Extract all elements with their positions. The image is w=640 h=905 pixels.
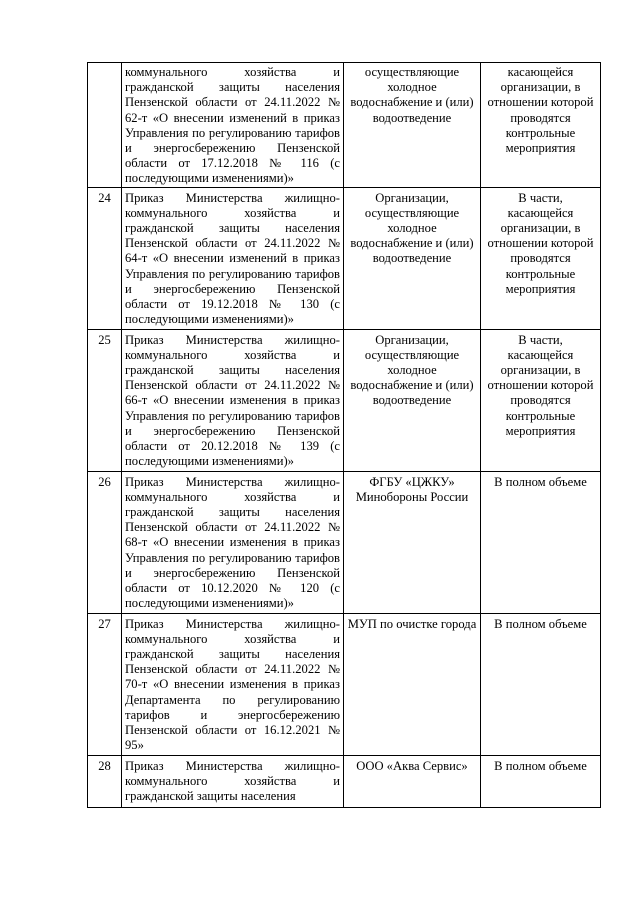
organization-cell: ООО «Аква Сервис» [344, 755, 481, 807]
scope-cell: В полном объеме [481, 613, 601, 755]
document-title: Приказ Министерства жилищно-коммунального хозяйства и гражданской защиты населения Пензенской области от 24.11.2022 № 70-т «О внесении изменения в приказ Департамента по регулированию тарифов и энергосбережению Пензенской области от 16.12.2021 № 95» [122, 613, 344, 755]
row-number [88, 63, 122, 188]
scope-cell: В части, касающейся организации, в отношении которой проводятся контрольные мероприятия [481, 329, 601, 471]
row-number: 25 [88, 329, 122, 471]
row-number: 26 [88, 471, 122, 613]
table-row [88, 329, 601, 471]
document-title: Приказ Министерства жилищно-коммунального хозяйства и гражданской защиты населения Пензенской области от 24.11.2022 № 66-т «О внесении изменения в приказ Управления по регулированию тарифов и энергосбережению Пензенской области от 20.12.2018 № 139 (с последующими изменениями)» [122, 329, 344, 471]
scope-cell: В полном объеме [481, 471, 601, 613]
document-title: Приказ Министерства жилищно-коммунального хозяйства и гражданской защиты населения Пензенской области от 24.11.2022 № 68-т «О внесении изменения в приказ Управления по регулированию тарифов и энергосбережению Пензенской области от 10.12.2020 № 120 (с последующими изменениями)» [122, 471, 344, 613]
organization-cell: МУП по очистке города [344, 613, 481, 755]
organization-cell: Организации, осуществляющие холодное водоснабжение и (или) водоотведение [344, 187, 481, 329]
scope-cell: В полном объеме [481, 755, 601, 807]
document-title: Приказ Министерства жилищно-коммунального хозяйства и гражданской защиты населения Пензенской области от 24.11.2022 № 64-т «О внесении изменений в приказ Управления по регулированию тарифов и энергосбережению Пензенской области от 19.12.2018 № 130 (с последующими изменениями)» [122, 187, 344, 329]
regulations-table [87, 62, 601, 808]
document-title [122, 755, 344, 807]
organization-cell: осуществляющие холодное водоснабжение и (или) водоотведение [344, 63, 481, 188]
table-row [88, 755, 601, 807]
row-number: 28 [88, 755, 122, 807]
document-title-text: Приказ Министерства жилищно-коммунального хозяйства и гражданской защиты населения [125, 758, 340, 804]
table-row [88, 471, 601, 613]
row-number: 27 [88, 613, 122, 755]
table-row [88, 613, 601, 755]
table-row [88, 187, 601, 329]
row-number: 24 [88, 187, 122, 329]
scope-cell: касающейся организации, в отношении которой проводятся контрольные мероприятия [481, 63, 601, 188]
table-row [88, 63, 601, 188]
document-title: коммунального хозяйства и гражданской защиты населения Пензенской области от 24.11.2022 № 62-т «О внесении изменений в приказ Управления по регулированию тарифов и энергосбережению Пензенской области от 17.12.2018 № 116 (с последующими изменениями)» [122, 63, 344, 188]
organization-cell: Организации, осуществляющие холодное водоснабжение и (или) водоотведение [344, 329, 481, 471]
scope-cell: В части, касающейся организации, в отношении которой проводятся контрольные мероприятия [481, 187, 601, 329]
organization-cell: ФГБУ «ЦЖКУ» Минобороны России [344, 471, 481, 613]
